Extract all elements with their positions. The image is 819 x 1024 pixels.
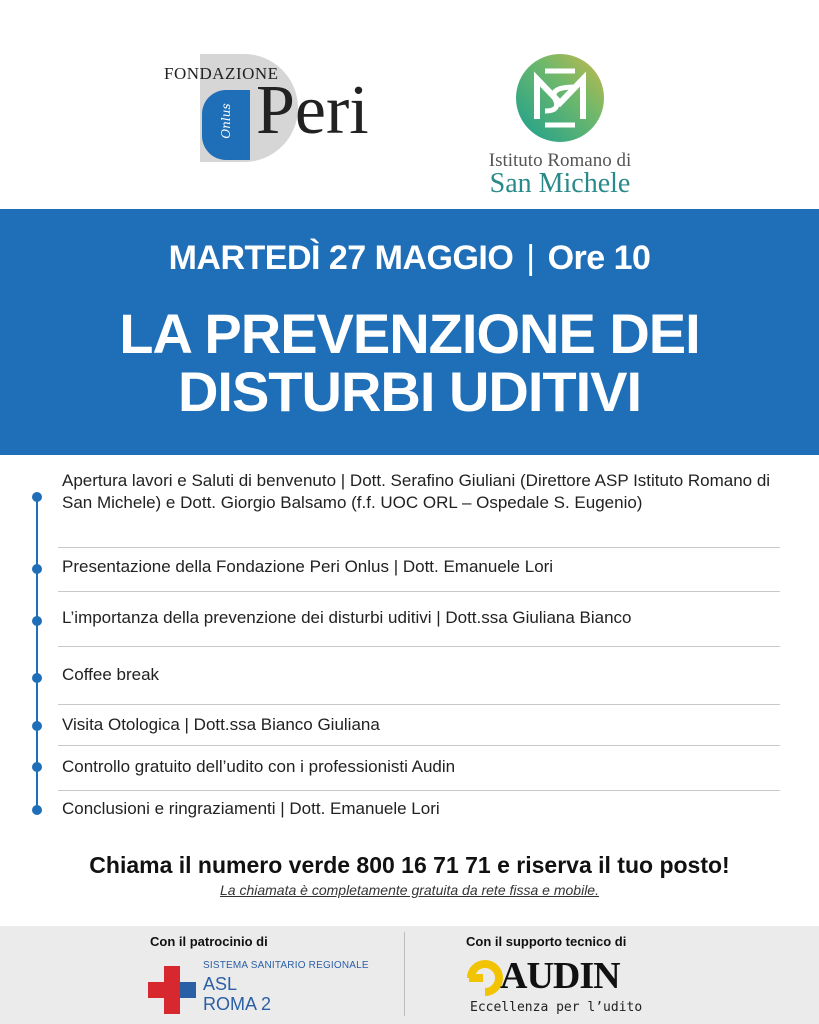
agenda-bullet (32, 564, 42, 574)
call-to-action-note: La chiamata è completamente gratuita da rete fissa e mobile. (220, 882, 599, 898)
agenda-item-hearing-check: Controllo gratuito dell’udito con i professionisti Audin (62, 757, 456, 776)
peri-onlus-text: Onlus (219, 103, 233, 139)
asl-cross-icon (148, 966, 196, 1014)
call-to-action: Chiama il numero verde 800 16 71 71 e riserva il tuo posto! (89, 852, 730, 878)
agenda-item-opening: Apertura lavori e Saluti di benvenuto | Dott. Serafino Giuliani (Direttore ASP Istituto Romano di San Michele) e Dott. Giorgio Balsamo (f.f. UOC ORL – Ospedale S. Eugenio) (62, 471, 771, 512)
agenda-bullet (32, 492, 42, 502)
irsm-name-line2: San Michele (489, 168, 631, 199)
asl-system-text: SISTEMA SANITARIO REGIONALE (203, 960, 369, 971)
agenda-divider (58, 704, 780, 705)
agenda-divider (58, 591, 780, 592)
irsm-emblem-icon (515, 53, 605, 143)
event-date: MARTEDÌ 27 MAGGIO (168, 239, 514, 277)
agenda-divider (58, 547, 780, 548)
agenda-bullet (32, 762, 42, 772)
event-banner (0, 209, 819, 455)
fondazione-peri-logo (160, 50, 400, 165)
agenda-item-prevention-talk: L’importanza della prevenzione dei disturbi uditivi | Dott.ssa Giuliana Bianco (62, 608, 632, 627)
irsm-name-line1: Istituto Romano di (488, 150, 632, 171)
event-time: Ore 10 (547, 239, 651, 277)
agenda-divider (58, 646, 780, 647)
agenda-item-presentation: Presentazione della Fondazione Peri Onlus | Dott. Emanuele Lori (62, 557, 554, 576)
footer-divider (404, 932, 405, 1016)
event-title-line1: LA PREVENZIONE DEI (119, 302, 700, 365)
agenda-bullet (32, 721, 42, 731)
agenda-bullet (32, 673, 42, 683)
peri-name-text: Peri (256, 72, 369, 149)
sponsor-footer (0, 926, 819, 1024)
asl-name (203, 974, 271, 1014)
agenda-bullet (32, 616, 42, 626)
agenda-divider (58, 790, 780, 791)
agenda-item-otologic-visit: Visita Otologica | Dott.ssa Bianco Giuliana (62, 715, 380, 734)
audin-tagline: Eccellenza per l’udito (470, 1000, 643, 1015)
istituto-san-michele-logo (470, 50, 655, 200)
date-separator: | (526, 239, 535, 277)
event-title-line2: DISTURBI UDITIVI (177, 360, 642, 423)
peri-fondazione-text: FONDAZIONE (164, 64, 279, 83)
audin-ear-icon (467, 960, 503, 996)
support-label: Con il supporto tecnico di (466, 934, 627, 949)
agenda-divider (58, 745, 780, 746)
audin-logo-text: AUDIN (500, 955, 620, 997)
asl-name-line1: ASL (203, 974, 238, 994)
event-title (20, 302, 799, 423)
patronage-label: Con il patrocinio di (150, 934, 268, 949)
event-date-line (0, 239, 819, 278)
agenda-item-conclusions: Conclusioni e ringraziamenti | Dott. Emanuele Lori (62, 799, 440, 818)
agenda-item-coffee-break: Coffee break (62, 665, 160, 684)
agenda-bullet (32, 805, 42, 815)
asl-name-line2: ROMA 2 (203, 994, 272, 1014)
